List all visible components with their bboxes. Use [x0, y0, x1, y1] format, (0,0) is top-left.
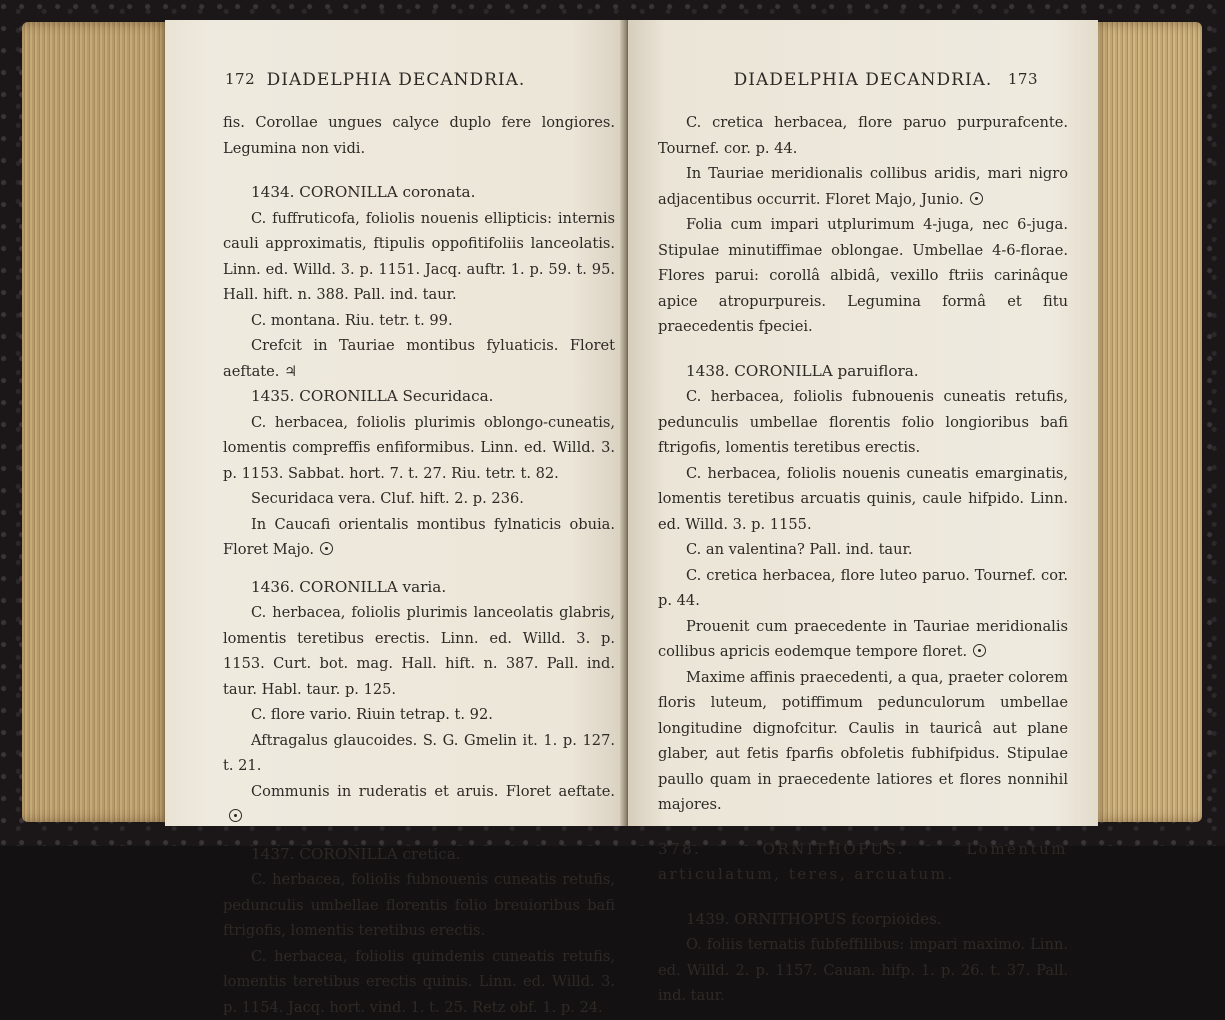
- annual-symbol-icon: [229, 809, 242, 822]
- text-paragraph: Securidaca vera. Cluf. hift. 2. p. 236.: [223, 486, 615, 512]
- text-paragraph: C. herbacea, foliolis quindenis cuneatis retufis, lomentis teretibus erectis quinis. Linn. ed. Willd. 3. p. 1154. Jacq. hort. vind. 1. t. 25. Retz obf. 1. p. 24.: [223, 944, 615, 1020]
- annual-symbol-icon: [970, 192, 983, 205]
- left-page: [165, 20, 627, 826]
- text-paragraph: C. flore vario. Riuin tetrap. t. 92.: [223, 702, 615, 728]
- text-paragraph: C. herbacea, foliolis plurimis oblongo-cuneatis, lomentis compreffis enfiformibus. Linn. ed. Willd. 3. p. 1153. Sabbat. hort. 7. t. 27. Riu. tetr. t. 82.: [223, 410, 615, 487]
- text-paragraph: Aftragalus glaucoides. S. G. Gmelin it. 1. p. 127. t. 21.: [223, 728, 615, 779]
- annual-symbol-icon: [320, 542, 333, 555]
- entry-heading: 1435. CORONILLA Securidaca.: [223, 384, 615, 410]
- text-paragraph: O. foliis ternatis fubfeffilibus: impari maximo. Linn. ed. Willd. 2. p. 1157. Cauan. hifp. 1. p. 26. t. 37. Pall. ind. taur.: [658, 932, 1068, 1009]
- entry-heading: 1439. ORNITHOPUS fcorpioides.: [658, 907, 1068, 933]
- left-page-text: [223, 110, 615, 1020]
- genus-heading: 378. ORNITHOPUS. Lomentum articulatum, teres, arcuatum.: [658, 837, 1068, 888]
- text-paragraph: C. cretica herbacea, flore luteo paruo. Tournef. cor. p. 44.: [658, 563, 1068, 614]
- right-page-edges: [1090, 22, 1202, 822]
- text-paragraph: [658, 161, 1068, 212]
- text-paragraph: [223, 779, 615, 830]
- entry-heading: 1436. CORONILLA varia.: [223, 575, 615, 601]
- text-paragraph: C. herbacea, foliolis fubnouenis cuneatis retufis, pedunculis umbellae florentis folio longioribus bafi ftrigofis, lomentis teretibus erectis.: [658, 384, 1068, 461]
- right-running-head: DIADELPHIA DECANDRIA.: [628, 70, 1098, 90]
- text-span: Prouenit cum praecedente in Tauriae meridionalis collibus apricis eodemque tempore floret.: [658, 618, 1068, 661]
- text-paragraph: C. herbacea, foliolis fubnouenis cuneatis retufis, pedunculis umbellae florentis folio breuioribus bafi ftrigofis, lomentis teretibus erectis.: [223, 867, 615, 944]
- text-paragraph: [658, 614, 1068, 665]
- text-line: fis. Corollae ungues calyce duplo fere longiores. Legumina non vidi.: [223, 110, 615, 161]
- right-page-text: [658, 110, 1068, 1009]
- text-span: Communis in ruderatis et aruis. Floret aeftate.: [251, 783, 615, 800]
- entry-heading: 1434. CORONILLA coronata.: [223, 180, 615, 206]
- right-page-number: 173: [1008, 70, 1038, 88]
- left-page-header: [165, 70, 627, 96]
- text-paragraph: Crefcit in Tauriae montibus fyluaticis. Floret aeftate. ♃: [223, 333, 615, 384]
- left-page-number: 172: [225, 70, 255, 88]
- text-paragraph: C. montana. Riu. tetr. t. 99.: [223, 308, 615, 334]
- text-paragraph: C. an valentina? Pall. ind. taur.: [658, 537, 1068, 563]
- entry-heading: 1437. CORONILLA cretica.: [223, 842, 615, 868]
- text-paragraph: C. herbacea, foliolis plurimis lanceolatis glabris, lomentis teretibus erectis. Linn. ed. Willd. 3. p. 1153. Curt. bot. mag. Hall. hift. n. 387. Pall. ind. taur. Habl. taur. p. 125.: [223, 600, 615, 702]
- annual-symbol-icon: [973, 644, 986, 657]
- left-running-head: DIADELPHIA DECANDRIA.: [165, 70, 627, 90]
- text-span: In Caucafi orientalis montibus fylnaticis obuia. Floret Majo.: [223, 516, 615, 559]
- right-page: [628, 20, 1098, 826]
- left-page-edges: [22, 22, 172, 822]
- entry-heading: 1438. CORONILLA paruiflora.: [658, 359, 1068, 385]
- text-span: In Tauriae meridionalis collibus aridis, mari nigro adjacentibus occurrit. Floret Majo, Junio.: [658, 165, 1068, 208]
- text-paragraph: Maxime affinis praecedenti, a qua, praeter colorem floris luteum, potiffimum pedunculorum umbellae longitudine dignofcitur. Caulis in tauricâ aut plane glaber, aut fetis fparfis obfoletis fubhifpidus. Stipulae paullo quam in praecedente latiores et flores nonnihil majores.: [658, 665, 1068, 818]
- text-paragraph: C. herbacea, foliolis nouenis cuneatis emarginatis, lomentis teretibus arcuatis quinis, caule hifpido. Linn. ed. Willd. 3. p. 1155.: [658, 461, 1068, 538]
- text-paragraph: C. cretica herbacea, flore paruo purpurafcente. Tournef. cor. p. 44.: [658, 110, 1068, 161]
- right-page-header: [628, 70, 1098, 96]
- text-paragraph: C. fuffruticofa, foliolis nouenis ellipticis: internis cauli approximatis, ftipulis oppofitifoliis lanceolatis. Linn. ed. Willd. 3. p. 1151. Jacq. auftr. 1. p. 59. t. 95. Hall. hift. n. 388. Pall. ind. taur.: [223, 206, 615, 308]
- text-paragraph: Folia cum impari utplurimum 4-juga, nec 6-juga. Stipulae minutiffimae oblongae. Umbellae 4-6-florae. Flores parui: corollâ albidâ, vexillo ftriis carinâque apice atropurpureis. Legumina formâ et fitu praecedentis fpeciei.: [658, 212, 1068, 340]
- text-paragraph: [223, 512, 615, 563]
